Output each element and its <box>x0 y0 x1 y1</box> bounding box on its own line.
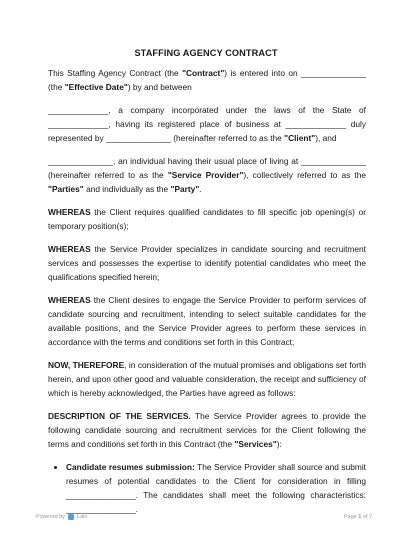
text: the Client desires to engage the Service Provider to perform services of candidate sourcing and recruitment, intending to select suitable candidates for the available positions, and the Service Provider agrees to perform these services in accordance with the terms and conditions set forth in this Contract; <box>48 295 366 347</box>
text: ), and <box>315 133 337 143</box>
paragraph-whereas-2 <box>48 242 366 284</box>
text: ) is entered into on ______________ (the <box>48 68 366 92</box>
page-total: 7 <box>368 514 372 520</box>
text: , in consideration of the mutual promises and obligations set forth herein, and upon other good and valuable consideration, the receipt and sufficiency of which is hereby acknowledged, the Parties have agreed as follows: <box>48 360 366 398</box>
list-item <box>66 460 366 516</box>
page-current: 1 <box>358 514 362 520</box>
defined-term: "Party" <box>170 184 200 194</box>
text: ), collectively referred to as the <box>243 170 366 180</box>
paragraph-description-of-services <box>48 409 366 451</box>
brand-name: Lalo <box>77 514 88 520</box>
text: ______________, an individual having their usual place of living at ______________ (hereinafter referred to as the <box>48 156 366 180</box>
page-separator: of <box>361 514 369 520</box>
section-heading: DESCRIPTION OF THE SERVICES. <box>48 411 191 421</box>
text: ): <box>276 439 282 449</box>
paragraph-now-therefore <box>48 358 366 400</box>
defined-term: "Service Provider" <box>167 170 244 180</box>
list-item-heading: Candidate resumes submission: <box>66 462 195 472</box>
paragraph-whereas-1 <box>48 205 366 233</box>
powered-by-footer <box>36 514 87 520</box>
defined-term: "Client" <box>284 133 316 143</box>
whereas-label: WHEREAS <box>48 244 91 254</box>
text: The Service Provider shall source and submit resumes of potential candidates to the Client for consideration in filling _______________. The candidates shall meet the following characteristics: _______________. <box>66 462 367 514</box>
defined-term: "Contract" <box>182 68 225 78</box>
powered-by-label: Powered by <box>36 514 66 520</box>
defined-term: "Services" <box>234 439 277 449</box>
document-body <box>48 66 366 516</box>
paragraph-whereas-3 <box>48 293 366 349</box>
text: the Client requires qualified candidates to fill specific job opening(s) or temporary position(s); <box>48 207 366 231</box>
page-number <box>344 514 372 520</box>
whereas-label: WHEREAS <box>48 207 91 217</box>
text: This Staffing Agency Contract (the <box>48 68 183 78</box>
services-list <box>48 460 366 516</box>
text: the Service Provider specializes in candidate sourcing and recruitment services and possesses the expertise to identify potential candidates who meet the qualifications specified herein; <box>48 244 366 282</box>
whereas-label: WHEREAS <box>48 295 91 305</box>
document-title: STAFFING AGENCY CONTRACT <box>134 48 278 58</box>
text: _____________, a company incorporated under the laws of the State of _____________, having its registered place of business at _____________ duly represented by ______________ (hereinafter referred to as the <box>48 105 366 143</box>
paragraph-service-provider <box>48 154 366 196</box>
now-therefore-label: NOW, THEREFORE <box>48 360 125 370</box>
text: ) by and between <box>127 82 192 92</box>
text: and individually as the <box>83 184 171 194</box>
defined-term: "Effective Date" <box>64 82 128 92</box>
text: The Service Provider agrees to provide the following candidate sourcing and recruitment services for the Client following the terms and conditions set forth in this Contract (the <box>48 411 366 449</box>
paragraph-client <box>48 103 366 145</box>
paragraph-parties-intro <box>48 66 366 94</box>
lalo-logo-icon <box>68 514 74 520</box>
defined-term: "Parties" <box>48 184 84 194</box>
page-prefix: Page <box>343 514 359 520</box>
text: . <box>199 184 202 194</box>
